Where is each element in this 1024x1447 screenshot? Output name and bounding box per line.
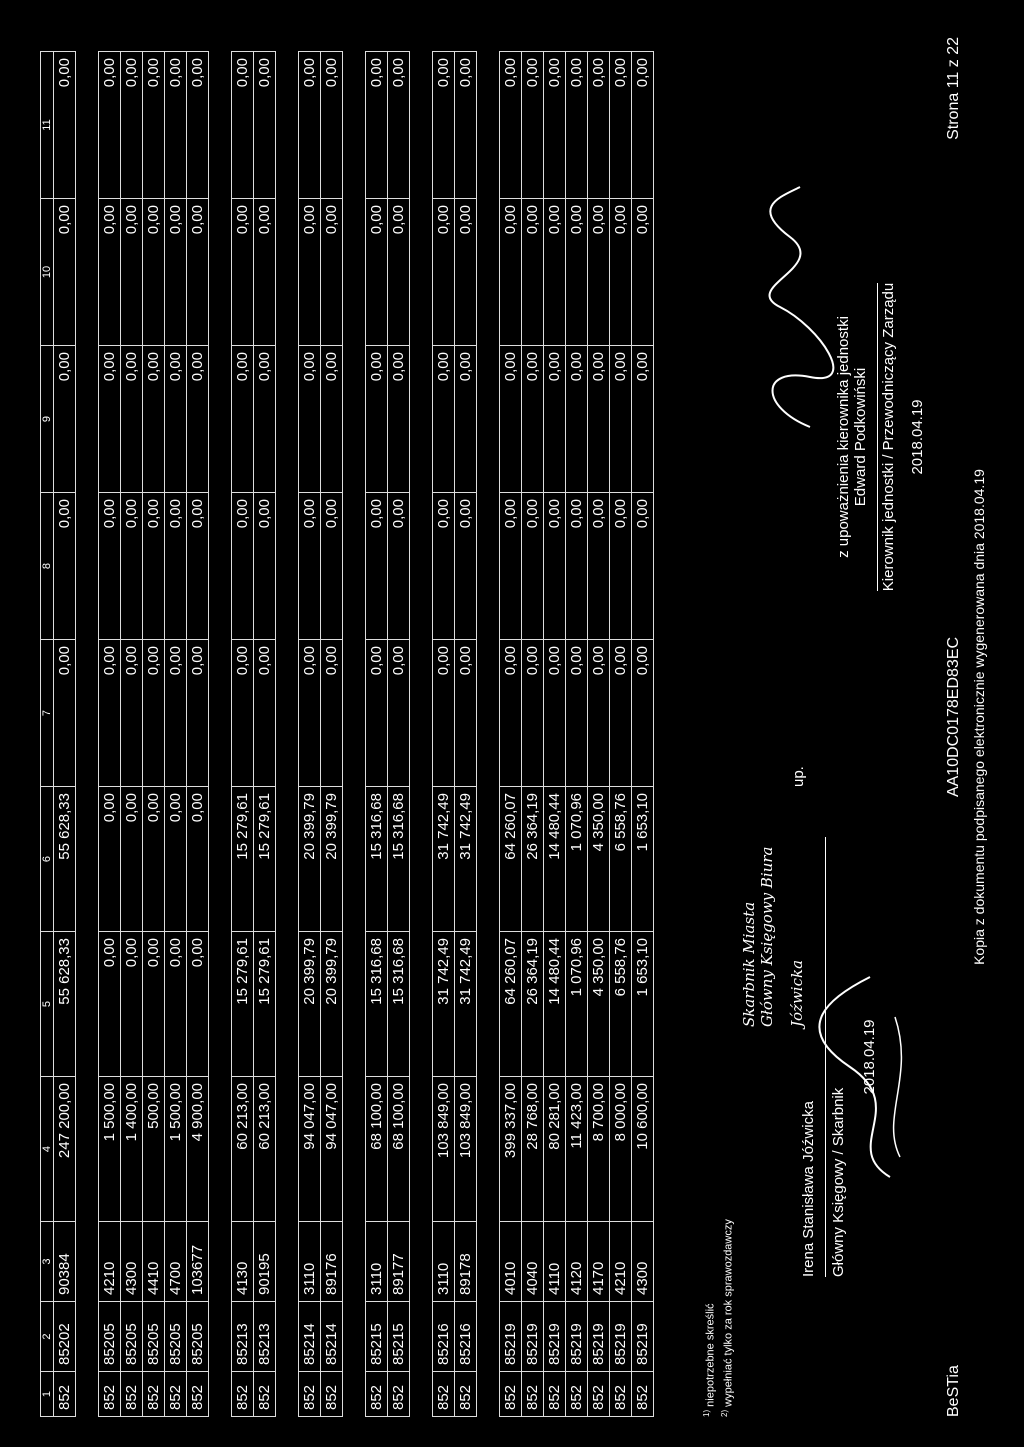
table-cell: 94 047,00 [321,1077,343,1222]
table-cell: 1 070,96 [566,787,588,932]
table-cell: 89176 [321,1222,343,1302]
table-cell: 0,00 [544,199,566,346]
table-cell: 85205 [99,1302,121,1372]
table-cell: 852 [165,1372,187,1417]
table-cell: 0,00 [388,640,410,787]
group-spacer [410,52,433,1417]
table-row [544,52,566,1417]
table-cell: 3110 [299,1222,321,1302]
column-number: 5 [41,932,54,1077]
table-cell: 103 849,00 [433,1077,455,1222]
table-cell: 0,00 [522,640,544,787]
table-cell: 31 742,49 [455,932,477,1077]
table-cell: 85219 [566,1302,588,1372]
table-cell: 4210 [99,1222,121,1302]
table-cell: 0,00 [99,640,121,787]
accountant-role: Główny Księgowy / Skarbnik [830,1087,847,1277]
table-cell: 0,00 [187,52,209,199]
page-footer [945,17,985,1417]
table-cell: 0,00 [299,199,321,346]
table-cell: 0,00 [455,52,477,199]
table-cell: 85205 [187,1302,209,1372]
table-cell: 0,00 [232,640,254,787]
table-cell: 0,00 [500,199,522,346]
table-cell: 0,00 [121,52,143,199]
table-row [54,52,76,1417]
table-cell: 0,00 [610,640,632,787]
table-cell: 0,00 [544,493,566,640]
table-cell: 852 [522,1372,544,1417]
table-cell: 0,00 [54,346,76,493]
table-cell: 68 100,00 [366,1077,388,1222]
table-cell: 1 653,10 [632,932,654,1077]
table-cell: 0,00 [455,199,477,346]
table-cell: 3110 [366,1222,388,1302]
table-cell: 852 [321,1372,343,1417]
table-cell: 0,00 [187,640,209,787]
table-cell: 85216 [433,1302,455,1372]
table-cell: 0,00 [254,346,276,493]
table-cell: 26 364,19 [522,787,544,932]
table-cell: 0,00 [121,932,143,1077]
table-row [121,52,143,1417]
table-cell: 0,00 [610,199,632,346]
table-cell: 64 260,07 [500,932,522,1077]
table-cell: 31 742,49 [433,787,455,932]
table-cell: 0,00 [121,199,143,346]
table-cell: 80 281,00 [544,1077,566,1222]
table-cell: 0,00 [588,199,610,346]
table-cell: 0,00 [54,493,76,640]
table-row [187,52,209,1417]
table-cell: 0,00 [143,493,165,640]
table-cell: 0,00 [610,493,632,640]
table-cell: 0,00 [366,52,388,199]
table-cell: 4300 [632,1222,654,1302]
accountant-name: Irena Stanisława Jóźwicka [800,1101,817,1277]
manager-role: Kierownik jednostki / Przewodniczący Zarządu [877,283,897,591]
table-cell: 0,00 [366,346,388,493]
system-name: BeSTia [945,1365,962,1417]
table-cell: 85219 [500,1302,522,1372]
table-cell: 852 [544,1372,566,1417]
column-number: 3 [41,1222,54,1302]
table-cell: 90384 [54,1222,76,1302]
table-cell: 0,00 [121,346,143,493]
table-cell: 852 [500,1372,522,1417]
accountant-date: 2018.04.19 [861,1019,878,1095]
table-cell: 85219 [632,1302,654,1372]
table-cell: 85219 [588,1302,610,1372]
table-cell: 0,00 [99,346,121,493]
authorization-note: z upoważnienia kierownika jednostki [835,316,852,558]
table-cell: 852 [388,1372,410,1417]
table-row [610,52,632,1417]
table-cell: 0,00 [388,52,410,199]
table-cell: 852 [366,1372,388,1417]
table-cell: 0,00 [433,199,455,346]
page-number: Strona 11 z 22 [945,37,962,140]
table-cell: 0,00 [321,346,343,493]
table-cell: 4110 [544,1222,566,1302]
table-cell: 0,00 [299,52,321,199]
table-cell: 852 [232,1372,254,1417]
table-cell: 3110 [433,1222,455,1302]
table-cell: 0,00 [632,52,654,199]
table-cell: 89177 [388,1222,410,1302]
table-cell: 8 000,00 [610,1077,632,1222]
table-cell: 852 [187,1372,209,1417]
table-cell: 4120 [566,1222,588,1302]
table-cell: 0,00 [610,346,632,493]
table-cell: 0,00 [187,787,209,932]
table-row [500,52,522,1417]
table-cell: 4170 [588,1222,610,1302]
table-cell: 0,00 [99,932,121,1077]
table-cell: 85205 [121,1302,143,1372]
official-stamp: Skarbnik Miasta Główny Księgowy Biura Jóźwicka [740,846,806,1027]
table-cell: 1 500,00 [165,1077,187,1222]
table-cell: 0,00 [99,787,121,932]
table-cell: 0,00 [455,493,477,640]
table-cell: 0,00 [366,493,388,640]
table-cell: 0,00 [388,346,410,493]
table-cell: 0,00 [366,640,388,787]
table-cell: 0,00 [433,493,455,640]
table-cell: 6 558,76 [610,932,632,1077]
table-cell: 15 316,68 [366,787,388,932]
footnotes [700,1219,735,1417]
table-cell: 0,00 [588,493,610,640]
table-row [99,52,121,1417]
table-cell: 0,00 [254,493,276,640]
table-cell: 0,00 [566,346,588,493]
table-cell: 15 316,68 [388,787,410,932]
table-cell: 0,00 [165,640,187,787]
table-cell: 0,00 [99,52,121,199]
column-number: 6 [41,787,54,932]
table-cell: 0,00 [522,346,544,493]
column-number: 2 [41,1302,54,1372]
column-number: 4 [41,1077,54,1222]
table-cell: 31 742,49 [433,932,455,1077]
table-cell: 4040 [522,1222,544,1302]
manager-name: Edward Podkowiński [852,367,869,507]
table-row [455,52,477,1417]
column-number: 10 [41,199,54,346]
table-cell: 0,00 [500,346,522,493]
table-cell: 852 [610,1372,632,1417]
table-cell: 0,00 [588,346,610,493]
table-cell: 85202 [54,1302,76,1372]
table-cell: 15 316,68 [366,932,388,1077]
table-row [366,52,388,1417]
group-spacer [477,52,500,1417]
table-cell: 0,00 [143,932,165,1077]
table-cell: 0,00 [388,493,410,640]
table-cell: 0,00 [121,787,143,932]
column-number: 8 [41,493,54,640]
table-cell: 0,00 [143,52,165,199]
manager-signature-block [790,7,926,867]
budget-table [40,51,654,1417]
table-row [522,52,544,1417]
table-cell: 4 350,00 [588,932,610,1077]
group-spacer [209,52,232,1417]
table-cell: 4130 [232,1222,254,1302]
table-cell: 103 849,00 [455,1077,477,1222]
table-cell: 85214 [299,1302,321,1372]
table-row [433,52,455,1417]
table-cell: 0,00 [321,52,343,199]
table-cell: 0,00 [632,640,654,787]
table-cell: 0,00 [99,493,121,640]
table-row [588,52,610,1417]
column-number-row [41,52,54,1417]
table-cell: 1 653,10 [632,787,654,932]
table-cell: 60 213,00 [232,1077,254,1222]
table-cell: 0,00 [187,493,209,640]
table-cell: 89178 [455,1222,477,1302]
table-cell: 852 [566,1372,588,1417]
table-cell: 85205 [165,1302,187,1372]
group-spacer [276,52,299,1417]
table-cell: 0,00 [632,493,654,640]
table-cell: 399 337,00 [500,1077,522,1222]
table-cell: 0,00 [187,346,209,493]
table-cell: 4210 [610,1222,632,1302]
table-cell: 1 500,00 [99,1077,121,1222]
table-cell: 55 628,33 [54,932,76,1077]
table-cell: 0,00 [254,199,276,346]
table-cell: 0,00 [433,52,455,199]
table-cell: 14 480,44 [544,787,566,932]
table-cell: 15 279,61 [232,787,254,932]
table-row [165,52,187,1417]
table-cell: 0,00 [500,52,522,199]
table-row [299,52,321,1417]
table-cell: 0,00 [500,493,522,640]
table-cell: 6 558,76 [610,787,632,932]
table-cell: 4410 [143,1222,165,1302]
table-cell: 15 279,61 [232,932,254,1077]
table-cell: 11 423,00 [566,1077,588,1222]
group-spacer [76,52,99,1417]
table-cell: 1 070,96 [566,932,588,1077]
table-cell: 0,00 [165,493,187,640]
table-cell: 55 628,33 [54,787,76,932]
footnote-2: $^{2)}$ wypełniać tylko za rok sprawozdawczy [719,1219,735,1417]
table-cell: 0,00 [366,199,388,346]
table-cell: 0,00 [544,346,566,493]
table-cell: 0,00 [455,346,477,493]
table-cell: 0,00 [54,199,76,346]
table-cell: 0,00 [121,493,143,640]
table-cell: 85216 [455,1302,477,1372]
table-cell: 4300 [121,1222,143,1302]
table-cell: 0,00 [522,52,544,199]
table-cell: 0,00 [388,199,410,346]
table-cell: 0,00 [500,640,522,787]
table-cell: 103677 [187,1222,209,1302]
table-cell: 247 200,00 [54,1077,76,1222]
table-cell: 852 [588,1372,610,1417]
table-cell: 0,00 [321,199,343,346]
table-cell: 500,00 [143,1077,165,1222]
table-cell: 28 768,00 [522,1077,544,1222]
table-cell: 85213 [254,1302,276,1372]
table-cell: 0,00 [321,640,343,787]
table-cell: 0,00 [254,52,276,199]
table-cell: 64 260,07 [500,787,522,932]
table-cell: 15 316,68 [388,932,410,1077]
table-cell: 10 600,00 [632,1077,654,1222]
table-cell: 90195 [254,1222,276,1302]
table-cell: 0,00 [632,346,654,493]
table-cell: 852 [433,1372,455,1417]
table-cell: 852 [99,1372,121,1417]
footnote-1: $^{1)}$ niepotrzebne skreślić [702,1303,717,1417]
table-cell: 0,00 [433,640,455,787]
table-cell: 4010 [500,1222,522,1302]
table-cell: 0,00 [455,640,477,787]
table-cell: 8 700,00 [588,1077,610,1222]
table-row [143,52,165,1417]
table-cell: 20 399,79 [321,932,343,1077]
table-cell: 85219 [544,1302,566,1372]
table-row [388,52,410,1417]
table-cell: 0,00 [588,52,610,199]
table-cell: 0,00 [522,493,544,640]
accountant-handwritten-signature [800,967,920,1187]
table-cell: 0,00 [54,640,76,787]
table-row [232,52,254,1417]
table-cell: 852 [632,1372,654,1417]
table-cell: 0,00 [566,640,588,787]
copy-note: Kopia z dokumentu podpisanego elektronicznie wygenerowana dnia 2018.04.19 [971,469,987,965]
table-cell: 0,00 [544,640,566,787]
table-cell: 0,00 [187,199,209,346]
table-cell: 852 [54,1372,76,1417]
table-cell: 0,00 [588,640,610,787]
table-cell: 0,00 [54,52,76,199]
table-cell: 0,00 [232,493,254,640]
column-number: 11 [41,52,54,199]
table-cell: 15 279,61 [254,787,276,932]
table-body [41,52,654,1417]
table-cell: 0,00 [165,346,187,493]
table-cell: 0,00 [143,199,165,346]
table-cell: 4700 [165,1222,187,1302]
table-cell: 0,00 [610,52,632,199]
table-cell: 14 480,44 [544,932,566,1077]
table-cell: 0,00 [143,346,165,493]
table-cell: 0,00 [165,199,187,346]
table-row [632,52,654,1417]
table-cell: 852 [455,1372,477,1417]
table-cell: 0,00 [566,493,588,640]
table-cell: 85219 [610,1302,632,1372]
table-cell: 20 399,79 [299,932,321,1077]
table-cell: 0,00 [566,199,588,346]
table-cell: 31 742,49 [455,787,477,932]
table-cell: 0,00 [143,787,165,932]
table-row [321,52,343,1417]
table-cell: 94 047,00 [299,1077,321,1222]
table-cell: 0,00 [433,346,455,493]
table-cell: 0,00 [299,493,321,640]
table-cell: 0,00 [165,932,187,1077]
manager-date: 2018.04.19 [909,399,926,475]
table-cell: 0,00 [299,346,321,493]
table-cell: 0,00 [544,52,566,199]
table-cell: 0,00 [254,640,276,787]
table-cell: 0,00 [165,787,187,932]
table-cell: 68 100,00 [388,1077,410,1222]
table-row [254,52,276,1417]
table-cell: 1 400,00 [121,1077,143,1222]
table-cell: 85215 [388,1302,410,1372]
table-cell: 0,00 [143,640,165,787]
table-cell: 85213 [232,1302,254,1372]
budget-table-wrapper [40,52,654,1417]
table-cell: 0,00 [321,493,343,640]
table-cell: 60 213,00 [254,1077,276,1222]
table-cell: 85219 [522,1302,544,1372]
column-number: 9 [41,346,54,493]
table-cell: 0,00 [99,199,121,346]
table-cell: 0,00 [232,52,254,199]
column-number: 1 [41,1372,54,1417]
group-spacer [343,52,366,1417]
table-cell: 85215 [366,1302,388,1372]
column-number: 7 [41,640,54,787]
table-cell: 15 279,61 [254,932,276,1077]
table-cell: 852 [143,1372,165,1417]
table-cell: 0,00 [232,199,254,346]
table-cell: 0,00 [165,52,187,199]
table-cell: 20 399,79 [299,787,321,932]
table-cell: 85205 [143,1302,165,1372]
table-cell: 26 364,19 [522,932,544,1077]
table-cell: 852 [254,1372,276,1417]
table-cell: 0,00 [299,640,321,787]
table-cell: 852 [299,1372,321,1417]
manager-handwritten-signature [750,177,840,437]
document-code: AA10DC0178ED83EC [945,636,962,798]
table-cell: 852 [121,1372,143,1417]
table-cell: 85214 [321,1302,343,1372]
table-cell: 4 900,00 [187,1077,209,1222]
table-cell: 0,00 [632,199,654,346]
table-cell: 0,00 [232,346,254,493]
table-cell: 4 350,00 [588,787,610,932]
table-cell: 0,00 [121,640,143,787]
table-cell: 0,00 [566,52,588,199]
table-cell: 20 399,79 [321,787,343,932]
table-row [566,52,588,1417]
table-cell: 0,00 [187,932,209,1077]
signature-prefix: up. [790,766,807,787]
table-cell: 0,00 [522,199,544,346]
